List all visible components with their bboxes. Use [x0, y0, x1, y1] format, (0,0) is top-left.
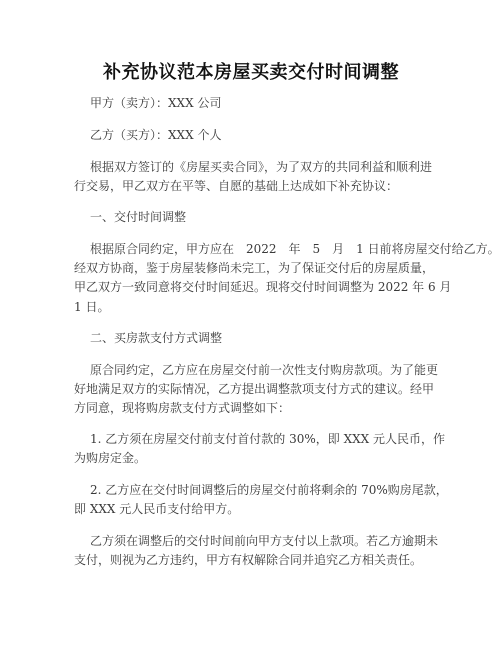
party-a-line: 甲方（卖方）：XXX 公司: [90, 96, 222, 110]
section1-line-1: 根据原合同约定，甲方应在 2022 年 5 月 1 日前将房屋交付给乙方。: [90, 242, 500, 256]
section1-line-2: 经双方协商，鉴于房屋装修尚未完工，为了保证交付后的房屋质量，: [74, 261, 435, 275]
document-title: 补充协议范本房屋买卖交付时间调整: [103, 62, 399, 83]
section1-heading: 一、交付时间调整: [90, 210, 187, 224]
item2-line-1: 2. 乙方应在交付时间调整后的房屋交付前将剩余的 70%购房尾款，: [90, 483, 448, 497]
party-b-line: 乙方（买方）：XXX 个人: [90, 128, 222, 142]
item1-line-1: 1. 乙方须在房屋交付前支付首付款的 30%，即 XXX 元人民币，作: [90, 432, 446, 446]
intro-line-1: 根据双方签订的《房屋买卖合同》，为了双方的共同利益和顺利进: [90, 160, 433, 174]
intro-line-2: 行交易，甲乙双方在平等、自愿的基础上达成如下补充协议：: [74, 179, 399, 193]
closing-line-2: 支付，则视为乙方违约，甲方有权解除合同并追究乙方相关责任。: [74, 553, 423, 567]
section2-line-2: 好地满足双方的实际情况，乙方提出调整款项支付方式的建议。经甲: [74, 382, 435, 396]
section2-line-3: 方同意，现将购房款支付方式调整如下：: [74, 401, 291, 415]
closing-line-1: 乙方须在调整后的交付时间前向甲方支付以上款项。若乙方逾期未: [90, 534, 439, 548]
item2-line-2: 即 XXX 元人民币支付给甲方。: [74, 502, 240, 516]
section2-heading: 二、买房款支付方式调整: [90, 331, 223, 345]
section1-line-4: 1 日。: [74, 300, 110, 314]
section2-line-1: 原合同约定，乙方应在房屋交付前一次性支付购房款项。为了能更: [90, 363, 439, 377]
item1-line-2: 为购房定金。: [74, 451, 147, 465]
section1-line-3: 甲乙双方一致同意将交付时间延迟。现将交付时间调整为 2022 年 6 月: [74, 280, 452, 294]
